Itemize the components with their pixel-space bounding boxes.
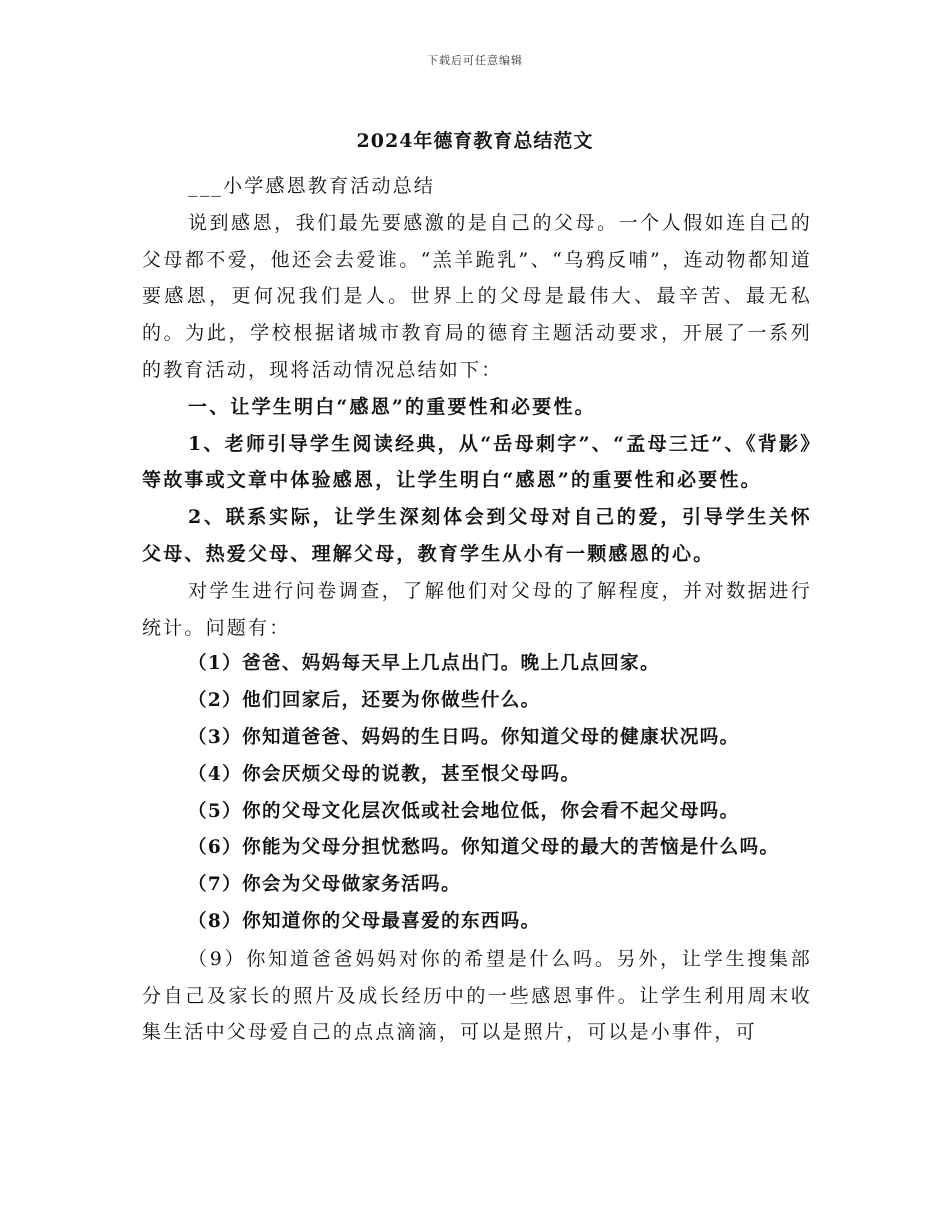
page-header: 下载后可任意编辑 [427, 54, 523, 67]
paragraph-question-9: （9）你知道爸爸妈妈对你的希望是什么吗。另外，让学生搜集部分自己及家长的照片及成长经历中的一些感恩事件。让学生利用周末收集生活中父母爱自己的点点滴滴，可以是照片，可以是小事件，可 [142, 947, 812, 1044]
question-5: （5）你的父母文化层次低或社会地位低，你会看不起父母吗。 [188, 800, 740, 822]
question-7: （7）你会为父母做家务活吗。 [188, 874, 461, 896]
document-title: 2024年德育教育总结范文 [356, 130, 594, 152]
question-8: （8）你知道你的父母最喜爱的东西吗。 [188, 910, 541, 932]
document-body [142, 168, 812, 1051]
paragraph-intro: 说到感恩，我们最先要感激的是自己的父母。一个人假如连自己的父母都不爱，他还会去爱谁。“羔羊跪乳”、“乌鸦反哺”，连动物都知道要感恩，更何况我们是人。世界上的父母是最伟大、最辛苦、最无私的。为此，学校根据诸城市教育局的德育主题活动要求，开展了一系列的教育活动，现将活动情况总结如下： [142, 211, 812, 381]
paragraph-item-2: 2、联系实际，让学生深刻体会到父母对自己的爱，引导学生关怀父母、热爱父母、理解父母，教育学生从小有一颗感恩的心。 [142, 506, 812, 565]
question-1: （1）爸爸、妈妈每天早上几点出门。晚上几点回家。 [188, 653, 660, 675]
paragraph-subtitle: ___小学感恩教育活动总结 [188, 175, 436, 197]
question-2: （2）他们回家后，还要为你做些什么。 [188, 690, 541, 712]
section-heading-1: 一、让学生明白“感恩”的重要性和必要性。 [188, 395, 596, 418]
question-4: （4）你会厌烦父母的说教，甚至恨父母吗。 [188, 763, 581, 785]
paragraph-item-1: 1、老师引导学生阅读经典，从“岳母刺字”、“孟母三迁”、《背影》等故事或文章中体验感恩，让学生明白“感恩”的重要性和必要性。 [142, 432, 812, 492]
paragraph-survey: 对学生进行问卷调查，了解他们对父母的了解程度，并对数据进行统计。问题有： [142, 579, 812, 639]
question-6: （6）你能为父母分担忧愁吗。你知道父母的最大的苦恼是什么吗。 [188, 837, 780, 859]
question-3: （3）你知道爸爸、妈妈的生日吗。你知道父母的健康状况吗。 [188, 726, 740, 748]
